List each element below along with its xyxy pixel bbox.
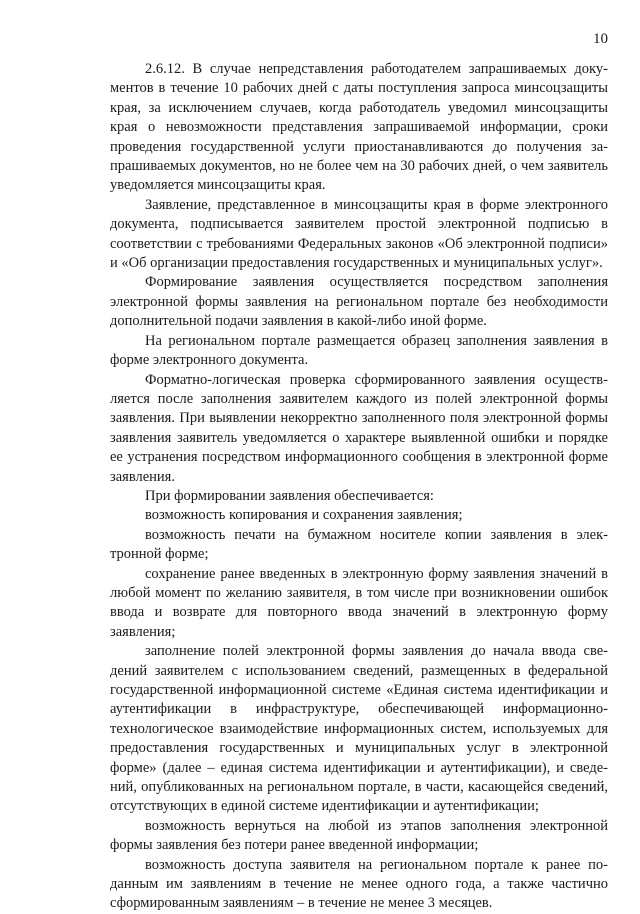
paragraph-electronic-signature: Заявление, представленное в минсоцзащиты края в форме электронного документа, подписывается заявителем простой электронной подписью в соответствии с требованиями Федеральных законов «Об электронной подписи» и «Об организации предоставления государственных и муниципальных услуг».: [110, 196, 608, 272]
list-item-return-step: возможность вернуться на любой из этапов заполнения электронной формы заявления без потери ранее введенной информации;: [110, 817, 608, 854]
paragraph-format-check: Форматно-логическая проверка сформированного заявления осуществляется после заполнения заявителем каждого из полей электронной формы заявления. При выявлении некорректно заполненного поля электронной формы заявления заявитель уведомляется о характере выявленной ошибки и порядке ее устранения посредством информационного сообщения в электронной форме заявления.: [110, 371, 608, 485]
paragraph-2-6-12: 2.6.12. В случае непредставления работодателем запрашиваемых документов в течение 10 рабочих дней с даты поступления запроса минсоцзащиты края, за исключением случаев, когда работодатель уведомил минсоцзащиты края о невозможности представления запрашиваемой информации, сроки проведения государственной услуги приостанавливаются до получения запрашиваемых документов, но не более чем на 30 рабочих дней, о чем заявитель уведомляется минсоцзащиты края.: [110, 61, 608, 194]
document-body: [110, 60, 608, 914]
list-item-copy-save: возможность копирования и сохранения заявления;: [145, 507, 463, 524]
page-number: 10: [593, 31, 608, 47]
paragraph-form-filling: Формирование заявления осуществляется посредством заполнения электронной формы заявления на региональном портале без необходимости дополнительной подачи заявления в какой-либо иной форме.: [110, 274, 608, 330]
list-item-prefill: заполнение полей электронной формы заявления до начала ввода сведений заявителем с использованием сведений, размещенных в федеральной государственной информационной системе «Единая система идентификации и аутентификации в инфраструктуре, обеспечивающей информационно-технологическое взаимодействие информационных систем, используемых для предоставления государственных и муниципальных услуг в электронной форме» (далее – единая система идентификации и аутентификации), и сведений, опубликованных на региональном портале, в части, касающейся сведений, отсутствующих в единой системе идентификации и аутентификации;: [110, 643, 608, 815]
paragraph-sample-form: На региональном портале размещается образец заполнения заявления в форме электронного документа.: [110, 332, 608, 369]
list-item-print: возможность печати на бумажном носителе копии заявления в электронной форме;: [110, 526, 608, 563]
list-item-save-values: сохранение ранее введенных в электронную форму заявления значений в любой момент по желанию заявителя, в том числе при возникновении ошибок ввода и возврате для повторного ввода значений в электронную форму заявления;: [110, 565, 608, 640]
paragraph-provided-features-intro: При формировании заявления обеспечивается:: [145, 487, 434, 504]
list-item-access-history: возможность доступа заявителя на региональном портале к ранее поданным им заявлениям в течение не менее одного года, а также частично сформированным заявлениям – в течение не менее 3 месяцев.: [110, 856, 608, 912]
